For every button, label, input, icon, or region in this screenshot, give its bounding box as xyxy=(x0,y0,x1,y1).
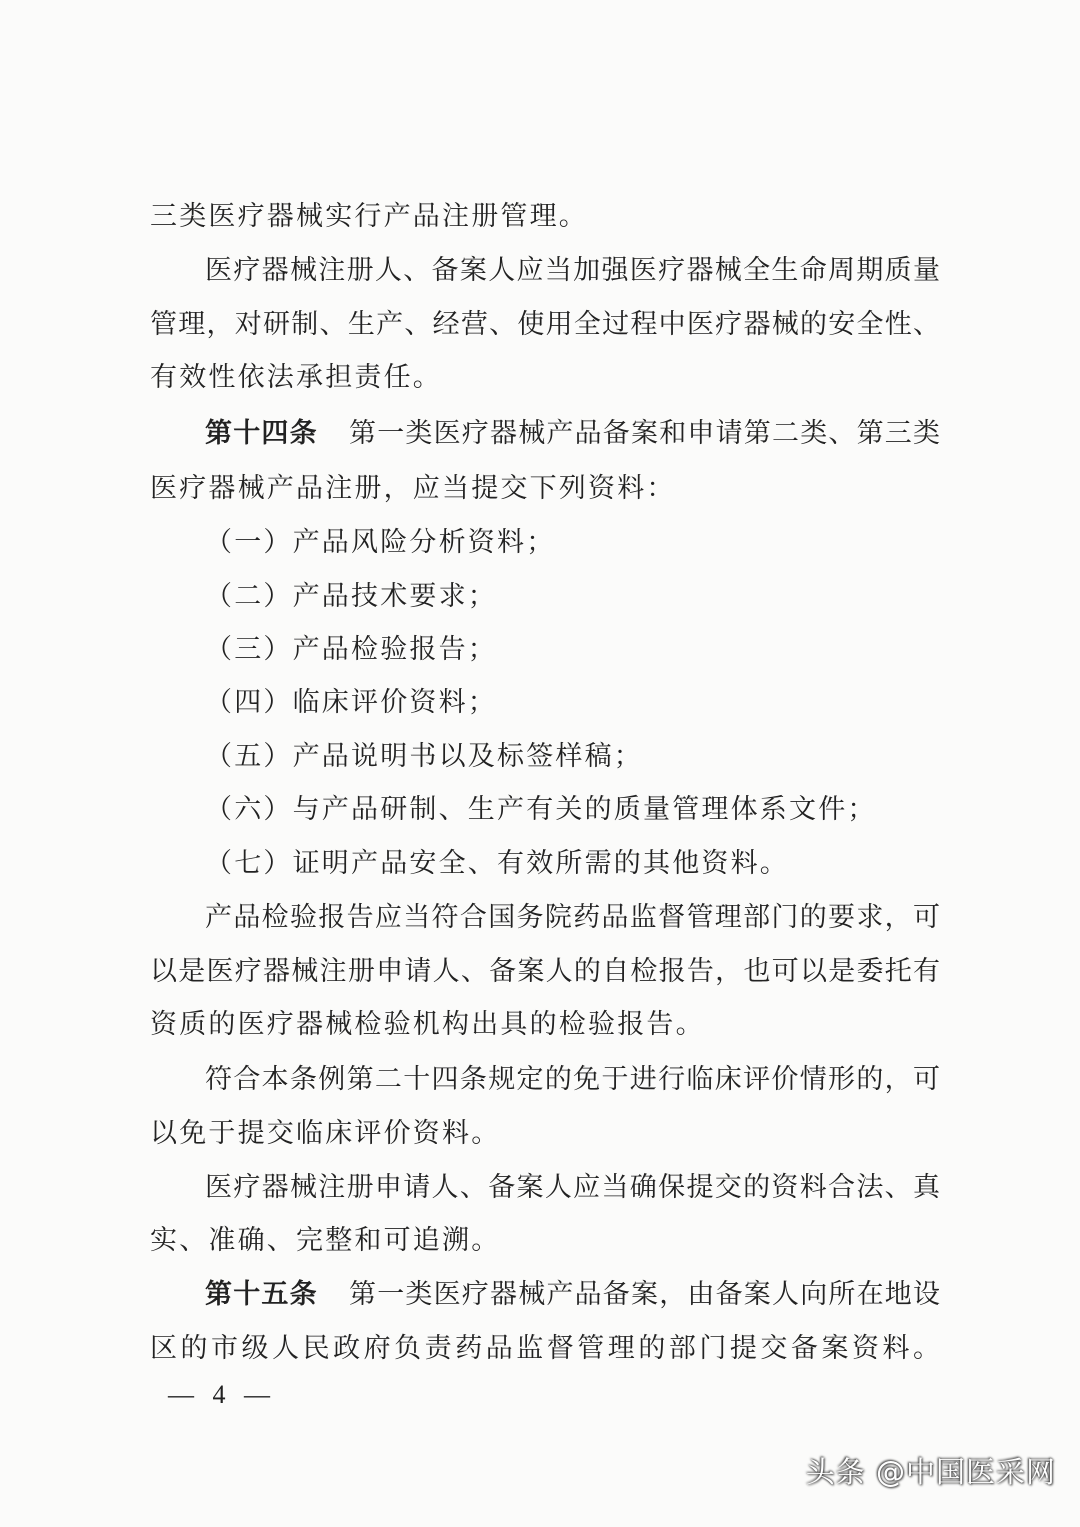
text-line: 有效性依法承担责任。 xyxy=(150,362,442,393)
text-line: 以免于提交临床评价资料。 xyxy=(150,1118,501,1149)
text-line: 医疗器械产品注册，应当提交下列资料： xyxy=(150,473,676,504)
list-item: （一）产品风险分析资料； xyxy=(205,527,556,558)
article-14-line xyxy=(205,416,940,452)
page-number: — 4 — xyxy=(168,1380,276,1409)
text-line: 实、准确、完整和可追溯。 xyxy=(150,1225,501,1256)
list-item: （六）与产品研制、生产有关的质量管理体系文件； xyxy=(205,794,877,825)
article-15-text: 第一类医疗器械产品备案，由备案人向所在地设 xyxy=(347,1279,940,1310)
article-14-heading: 第十四条 xyxy=(205,418,318,449)
text-line: 以是医疗器械注册申请人、备案人的自检报告，也可以是委托有 xyxy=(150,956,940,987)
text-line: 管理，对研制、生产、经营、使用全过程中医疗器械的安全性、 xyxy=(150,309,940,340)
list-item: （三）产品检验报告； xyxy=(205,634,497,665)
text-line: 医疗器械注册申请人、备案人应当确保提交的资料合法、真 xyxy=(205,1172,940,1203)
article-15-heading: 第十五条 xyxy=(205,1279,318,1310)
list-item: （二）产品技术要求； xyxy=(205,581,497,612)
text-line: 区的市级人民政府负责药品监督管理的部门提交备案资料。 xyxy=(150,1333,940,1364)
text-line: 资质的医疗器械检验机构出具的检验报告。 xyxy=(150,1009,705,1040)
text-line: 产品检验报告应当符合国务院药品监督管理部门的要求，可 xyxy=(205,902,940,933)
text-line: 三类医疗器械实行产品注册管理。 xyxy=(150,201,588,232)
text-line: 医疗器械注册人、备案人应当加强医疗器械全生命周期质量 xyxy=(205,255,940,286)
list-item: （七）证明产品安全、有效所需的其他资料。 xyxy=(205,848,789,879)
text-line: 符合本条例第二十四条规定的免于进行临床评价情形的，可 xyxy=(205,1064,940,1095)
article-14-text: 第一类医疗器械产品备案和申请第二类、第三类 xyxy=(347,418,940,449)
article-15-line xyxy=(205,1277,940,1313)
list-item: （四）临床评价资料； xyxy=(205,687,497,718)
watermark: 头条 @中国医采网 xyxy=(805,1455,1056,1489)
list-item: （五）产品说明书以及标签样稿； xyxy=(205,741,643,772)
